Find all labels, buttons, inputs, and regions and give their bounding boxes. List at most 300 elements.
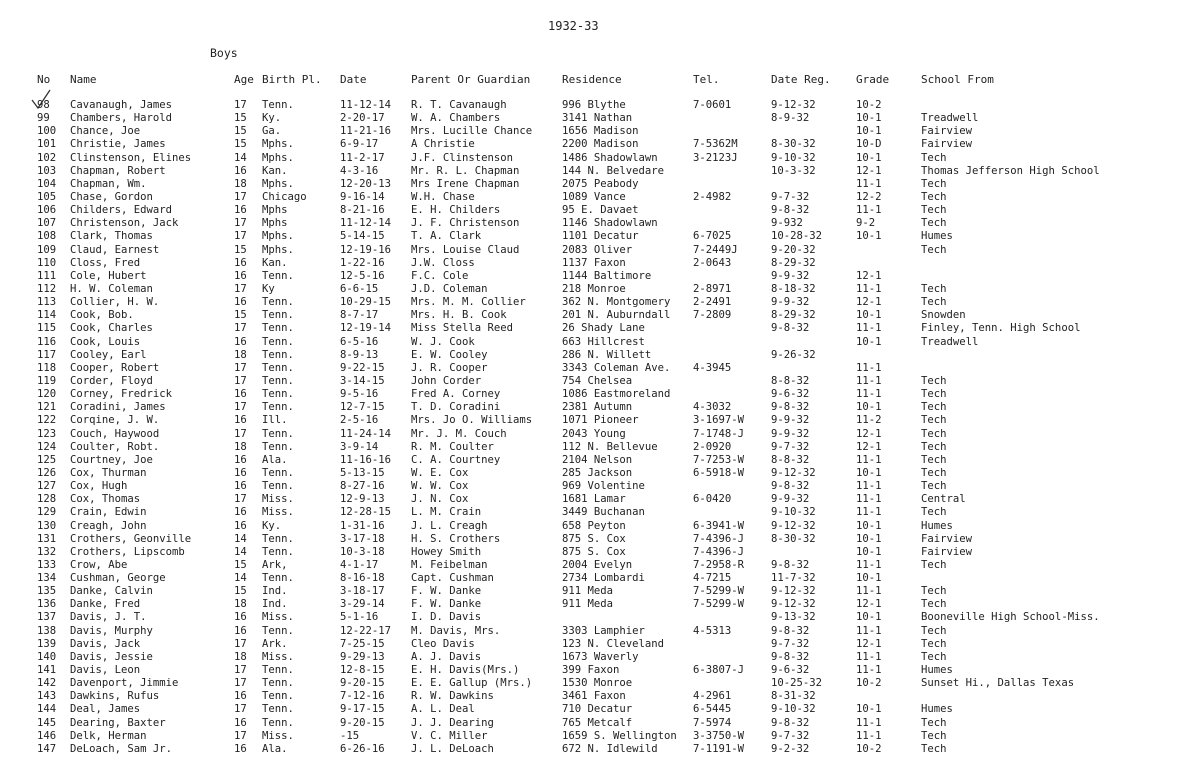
row-no: 108 <box>37 230 57 243</box>
table-row <box>0 244 1200 257</box>
residence: 1659 S. Wellington <box>562 729 677 742</box>
table-row <box>0 428 1200 441</box>
birth-date: 8-9-13 <box>340 348 379 361</box>
grade: 11-1 <box>856 558 882 571</box>
student-name: Collier, H. W. <box>70 296 160 309</box>
birth-date: -15 <box>340 729 360 742</box>
grade: 10-2 <box>856 677 882 690</box>
age: 15 <box>234 243 247 256</box>
student-name: Danke, Calvin <box>70 585 153 598</box>
row-no: 141 <box>37 664 57 677</box>
parent-guardian: M. Feibelman <box>411 558 488 571</box>
school-from: Tech <box>921 716 947 729</box>
grade: 10-1 <box>856 572 882 585</box>
date-registered: 9-8-32 <box>771 650 810 663</box>
student-name: Cox, Hugh <box>70 480 128 493</box>
birth-date: 6-6-15 <box>340 282 379 295</box>
residence: 2075 Peabody <box>562 177 639 190</box>
birth-date: 3-17-18 <box>340 532 385 545</box>
table-row <box>0 138 1200 151</box>
grade: 11-1 <box>856 664 882 677</box>
residence: 26 Shady Lane <box>562 322 645 335</box>
school-from: Treadwell <box>921 112 979 125</box>
table-row <box>0 401 1200 414</box>
date-registered: 9-9-32 <box>771 427 810 440</box>
col-name: Name <box>70 73 97 86</box>
birth-date: 12-22-17 <box>340 624 392 637</box>
row-no: 107 <box>37 217 57 230</box>
row-no: 114 <box>37 309 57 322</box>
date-registered: 8-29-32 <box>771 309 816 322</box>
birth-date: 12-5-16 <box>340 269 385 282</box>
residence: 765 Metcalf <box>562 716 633 729</box>
birth-place: Miss. <box>262 650 294 663</box>
residence: 672 N. Idlewild <box>562 742 658 755</box>
grade: 11-1 <box>856 282 882 295</box>
birth-place: Tenn. <box>262 388 294 401</box>
student-name: Cooper, Robert <box>70 361 160 374</box>
grade: 10-1 <box>856 611 882 624</box>
row-no: 132 <box>37 545 57 558</box>
school-from: Humes <box>921 230 953 243</box>
telephone: 4-3945 <box>693 361 732 374</box>
student-name: Crothers, Geonville <box>70 532 192 545</box>
birth-date: 12-9-13 <box>340 493 385 506</box>
telephone: 3-3750-W <box>693 729 745 742</box>
table-row <box>0 638 1200 651</box>
row-no: 110 <box>37 256 57 269</box>
birth-date: 9-5-16 <box>340 388 379 401</box>
parent-guardian: Mrs. Louise Claud <box>411 243 520 256</box>
parent-guardian: Mrs. Lucille Chance <box>411 125 533 138</box>
student-table <box>0 99 1200 756</box>
residence: 2734 Lombardi <box>562 572 645 585</box>
age: 18 <box>234 348 247 361</box>
telephone: 7-5299-W <box>693 598 745 611</box>
table-row <box>0 178 1200 191</box>
table-row <box>0 336 1200 349</box>
age: 16 <box>234 256 247 269</box>
parent-guardian: Capt. Cushman <box>411 572 494 585</box>
telephone: 6-3807-J <box>693 664 745 677</box>
col-tel: Tel. <box>693 73 720 86</box>
grade: 12-1 <box>856 164 882 177</box>
residence: 2104 Nelson <box>562 453 633 466</box>
residence: 2004 Evelyn <box>562 558 633 571</box>
birth-date: 12-28-15 <box>340 506 392 519</box>
date-registered: 10-3-32 <box>771 164 816 177</box>
school-from: Tech <box>921 190 947 203</box>
col-date-reg: Date Reg. <box>771 73 831 86</box>
row-no: 101 <box>37 138 57 151</box>
telephone: 2-2491 <box>693 296 732 309</box>
date-registered: 9-7-32 <box>771 440 810 453</box>
row-no: 147 <box>37 742 57 755</box>
parent-guardian: J. F. Christenson <box>411 217 520 230</box>
table-row <box>0 362 1200 375</box>
parent-guardian: Mr. R. L. Chapman <box>411 164 520 177</box>
date-registered: 8-31-32 <box>771 690 816 703</box>
birth-date: 11-24-14 <box>340 427 392 440</box>
grade: 10-1 <box>856 125 882 138</box>
date-registered: 10-28-32 <box>771 230 823 243</box>
birth-place: Tenn. <box>262 269 294 282</box>
table-row <box>0 441 1200 454</box>
age: 18 <box>234 598 247 611</box>
age: 15 <box>234 125 247 138</box>
birth-date: 3-9-14 <box>340 440 379 453</box>
school-from: Finley, Tenn. High School <box>921 322 1081 335</box>
table-row <box>0 651 1200 664</box>
school-from: Tech <box>921 453 947 466</box>
table-row <box>0 204 1200 217</box>
parent-guardian: Mr. J. M. Couch <box>411 427 507 440</box>
parent-guardian: E. E. Gallup (Mrs.) <box>411 677 533 690</box>
date-registered: 9-9-32 <box>771 414 810 427</box>
parent-guardian: Fred A. Corney <box>411 388 501 401</box>
age: 17 <box>234 230 247 243</box>
telephone: 7-2809 <box>693 309 732 322</box>
residence: 1086 Eastmoreland <box>562 388 671 401</box>
age: 16 <box>234 414 247 427</box>
parent-guardian: A Christie <box>411 138 475 151</box>
telephone: 2-8971 <box>693 282 732 295</box>
student-name: Corney, Fredrick <box>70 388 173 401</box>
row-no: 138 <box>37 624 57 637</box>
table-row <box>0 690 1200 703</box>
birth-place: Tenn. <box>262 348 294 361</box>
date-registered: 9-10-32 <box>771 703 816 716</box>
residence: 1486 Shadowlawn <box>562 151 658 164</box>
birth-place: Tenn. <box>262 361 294 374</box>
birth-date: 9-20-15 <box>340 677 385 690</box>
age: 17 <box>234 190 247 203</box>
student-name: Coradini, James <box>70 401 166 414</box>
student-name: Corder, Floyd <box>70 374 153 387</box>
birth-place: Ky. <box>262 112 282 125</box>
table-row <box>0 454 1200 467</box>
age: 18 <box>234 650 247 663</box>
birth-date: 5-14-15 <box>340 230 385 243</box>
table-row <box>0 125 1200 138</box>
school-from: Tech <box>921 177 947 190</box>
grade: 11-1 <box>856 388 882 401</box>
birth-place: Tenn. <box>262 322 294 335</box>
student-name: DeLoach, Sam Jr. <box>70 742 173 755</box>
school-from: Treadwell <box>921 335 979 348</box>
parent-guardian: V. C. Miller <box>411 729 488 742</box>
birth-place: Tenn. <box>262 480 294 493</box>
school-from: Tech <box>921 374 947 387</box>
birth-place: Chicago <box>262 190 307 203</box>
residence: 123 N. Cleveland <box>562 637 665 650</box>
telephone: 7-0601 <box>693 99 732 111</box>
birth-place: Ky <box>262 282 275 295</box>
school-from: Tech <box>921 729 947 742</box>
student-name: Crow, Abe <box>70 558 128 571</box>
birth-place: Kan. <box>262 164 288 177</box>
age: 14 <box>234 532 247 545</box>
student-name: Delk, Herman <box>70 729 147 742</box>
birth-place: Tenn. <box>262 99 294 111</box>
school-from: Tech <box>921 401 947 414</box>
age: 17 <box>234 664 247 677</box>
residence: 362 N. Montgomery <box>562 296 671 309</box>
birth-date: 4-3-16 <box>340 164 379 177</box>
birth-date: 8-21-16 <box>340 204 385 217</box>
birth-place: Ill. <box>262 414 288 427</box>
telephone: 4-3032 <box>693 401 732 414</box>
birth-place: Tenn. <box>262 545 294 558</box>
residence: 3449 Buchanan <box>562 506 645 519</box>
age: 18 <box>234 177 247 190</box>
page-title: 1932-33 <box>548 19 599 33</box>
birth-place: Miss. <box>262 611 294 624</box>
date-registered: 9-8-32 <box>771 480 810 493</box>
table-row <box>0 520 1200 533</box>
row-no: 123 <box>37 427 57 440</box>
table-row <box>0 349 1200 362</box>
table-row <box>0 217 1200 230</box>
birth-date: 12-19-16 <box>340 243 392 256</box>
residence: 218 Monroe <box>562 282 626 295</box>
age: 14 <box>234 151 247 164</box>
table-row <box>0 677 1200 690</box>
row-no: 135 <box>37 585 57 598</box>
col-parent: Parent Or Guardian <box>411 73 531 86</box>
telephone: 4-2961 <box>693 690 732 703</box>
residence: 112 N. Bellevue <box>562 440 658 453</box>
table-row <box>0 99 1200 112</box>
telephone: 6-0420 <box>693 493 732 506</box>
parent-guardian: W. A. Chambers <box>411 112 501 125</box>
grade: 11-1 <box>856 493 882 506</box>
birth-place: Ark. <box>262 637 288 650</box>
age: 16 <box>234 519 247 532</box>
age: 15 <box>234 309 247 322</box>
table-row <box>0 717 1200 730</box>
birth-date: 11-2-17 <box>340 151 385 164</box>
birth-place: Tenn. <box>262 374 294 387</box>
residence: 285 Jackson <box>562 466 633 479</box>
telephone: 7-5974 <box>693 716 732 729</box>
row-no: 134 <box>37 572 57 585</box>
parent-guardian: F. W. Danke <box>411 585 482 598</box>
birth-date: 9-29-13 <box>340 650 385 663</box>
school-from: Tech <box>921 624 947 637</box>
date-registered: 9-10-32 <box>771 151 816 164</box>
table-row <box>0 480 1200 493</box>
row-no: 102 <box>37 151 57 164</box>
student-name: Cook, Louis <box>70 335 141 348</box>
birth-place: Mphs. <box>262 243 294 256</box>
student-name: Closs, Fred <box>70 256 141 269</box>
parent-guardian: T. D. Coradini <box>411 401 501 414</box>
parent-guardian: F.C. Cole <box>411 269 469 282</box>
parent-guardian: W. E. Cox <box>411 466 469 479</box>
school-from: Tech <box>921 742 947 755</box>
school-from: Sunset Hi., Dallas Texas <box>921 677 1075 690</box>
parent-guardian: L. M. Crain <box>411 506 482 519</box>
age: 17 <box>234 322 247 335</box>
date-registered: 9-932 <box>771 217 803 230</box>
table-row <box>0 414 1200 427</box>
date-registered: 9-2-32 <box>771 742 810 755</box>
date-registered: 9-9-32 <box>771 296 810 309</box>
age: 16 <box>234 269 247 282</box>
parent-guardian: R. M. Coulter <box>411 440 494 453</box>
parent-guardian: John Corder <box>411 374 482 387</box>
birth-date: 6-5-16 <box>340 335 379 348</box>
birth-place: Ala. <box>262 453 288 466</box>
school-from: Fairview <box>921 125 973 138</box>
date-registered: 9-10-32 <box>771 506 816 519</box>
student-name: Davis, J. T. <box>70 611 147 624</box>
residence: 875 S. Cox <box>562 532 626 545</box>
table-row <box>0 585 1200 598</box>
parent-guardian: A. J. Davis <box>411 650 482 663</box>
date-registered: 9-7-32 <box>771 637 810 650</box>
school-from: Tech <box>921 466 947 479</box>
grade: 11-1 <box>856 322 882 335</box>
grade: 10-1 <box>856 401 882 414</box>
age: 16 <box>234 480 247 493</box>
school-from: Tech <box>921 296 947 309</box>
student-name: Crain, Edwin <box>70 506 147 519</box>
telephone: 7-4396-J <box>693 545 745 558</box>
birth-place: Kan. <box>262 256 288 269</box>
school-from: Tech <box>921 414 947 427</box>
parent-guardian: I. D. Davis <box>411 611 482 624</box>
row-no: 111 <box>37 269 57 282</box>
telephone: 7-5362M <box>693 138 738 151</box>
grade: 12-1 <box>856 296 882 309</box>
grade: 11-1 <box>856 624 882 637</box>
grade: 10-1 <box>856 703 882 716</box>
birth-place: Ala. <box>262 742 288 755</box>
telephone: 2-4982 <box>693 190 732 203</box>
student-name: Courtney, Joe <box>70 453 153 466</box>
residence: 399 Faxon <box>562 664 620 677</box>
school-from: Tech <box>921 598 947 611</box>
col-no: No <box>37 73 51 86</box>
row-no: 143 <box>37 690 57 703</box>
age: 17 <box>234 677 247 690</box>
date-registered: 9-8-32 <box>771 624 810 637</box>
birth-date: 12-20-13 <box>340 177 392 190</box>
birth-place: Ind. <box>262 598 288 611</box>
birth-date: 7-12-16 <box>340 690 385 703</box>
grade: 12-1 <box>856 427 882 440</box>
age: 17 <box>234 401 247 414</box>
student-name: Deal, James <box>70 703 141 716</box>
grade: 10-1 <box>856 112 882 125</box>
telephone: 4-7215 <box>693 572 732 585</box>
table-row <box>0 743 1200 756</box>
grade: 11-1 <box>856 480 882 493</box>
parent-guardian: R. T. Cavanaugh <box>411 99 507 111</box>
telephone: 6-3941-W <box>693 519 745 532</box>
grade: 12-2 <box>856 190 882 203</box>
student-name: Davis, Murphy <box>70 624 153 637</box>
table-row <box>0 506 1200 519</box>
row-no: 103 <box>37 164 57 177</box>
table-row <box>0 152 1200 165</box>
birth-place: Tenn. <box>262 677 294 690</box>
grade: 10-1 <box>856 519 882 532</box>
table-row <box>0 730 1200 743</box>
birth-date: 5-1-16 <box>340 611 379 624</box>
birth-place: Mphs. <box>262 177 294 190</box>
grade: 11-1 <box>856 204 882 217</box>
date-registered: 9-6-32 <box>771 664 810 677</box>
student-name: Chance, Joe <box>70 125 141 138</box>
residence: 286 N. Willett <box>562 348 652 361</box>
residence: 1144 Baltimore <box>562 269 652 282</box>
birth-place: Ark, <box>262 558 288 571</box>
row-no: 100 <box>37 125 57 138</box>
row-no: 144 <box>37 703 57 716</box>
residence: 911 Meda <box>562 598 614 611</box>
parent-guardian: Mrs. M. M. Collier <box>411 296 526 309</box>
table-row <box>0 533 1200 546</box>
date-registered: 9-20-32 <box>771 243 816 256</box>
age: 16 <box>234 690 247 703</box>
birth-place: Mphs <box>262 204 288 217</box>
parent-guardian: E. H. Childers <box>411 204 501 217</box>
table-row <box>0 625 1200 638</box>
date-registered: 8-9-32 <box>771 112 810 125</box>
residence: 663 Hillcrest <box>562 335 645 348</box>
date-registered: 8-18-32 <box>771 282 816 295</box>
table-row <box>0 572 1200 585</box>
table-row <box>0 664 1200 677</box>
student-name: Coulter, Robt. <box>70 440 160 453</box>
parent-guardian: E. W. Cooley <box>411 348 488 361</box>
row-no: 139 <box>37 637 57 650</box>
birth-place: Tenn. <box>262 690 294 703</box>
table-row <box>0 546 1200 559</box>
school-from: Tech <box>921 585 947 598</box>
birth-date: 6-26-16 <box>340 742 385 755</box>
row-no: 106 <box>37 204 57 217</box>
birth-date: 9-20-15 <box>340 716 385 729</box>
row-no: 115 <box>37 322 57 335</box>
age: 18 <box>234 440 247 453</box>
school-from: Humes <box>921 519 953 532</box>
parent-guardian: H. S. Crothers <box>411 532 501 545</box>
student-name: Chapman, Wm. <box>70 177 147 190</box>
parent-guardian: Miss Stella Reed <box>411 322 514 335</box>
birth-date: 2-20-17 <box>340 112 385 125</box>
birth-date: 9-17-15 <box>340 703 385 716</box>
school-from: Tech <box>921 440 947 453</box>
date-registered: 9-12-32 <box>771 466 816 479</box>
telephone: 6-7025 <box>693 230 732 243</box>
table-row <box>0 559 1200 572</box>
grade: 10-2 <box>856 742 882 755</box>
age: 17 <box>234 99 247 111</box>
student-name: Christie, James <box>70 138 166 151</box>
student-name: Dawkins, Rufus <box>70 690 160 703</box>
school-from: Tech <box>921 637 947 650</box>
telephone: 2-0920 <box>693 440 732 453</box>
telephone: 4-5313 <box>693 624 732 637</box>
school-from: Fairview <box>921 545 973 558</box>
student-name: Cushman, George <box>70 572 166 585</box>
student-name: Cook, Charles <box>70 322 153 335</box>
telephone: 3-1697-W <box>693 414 745 427</box>
